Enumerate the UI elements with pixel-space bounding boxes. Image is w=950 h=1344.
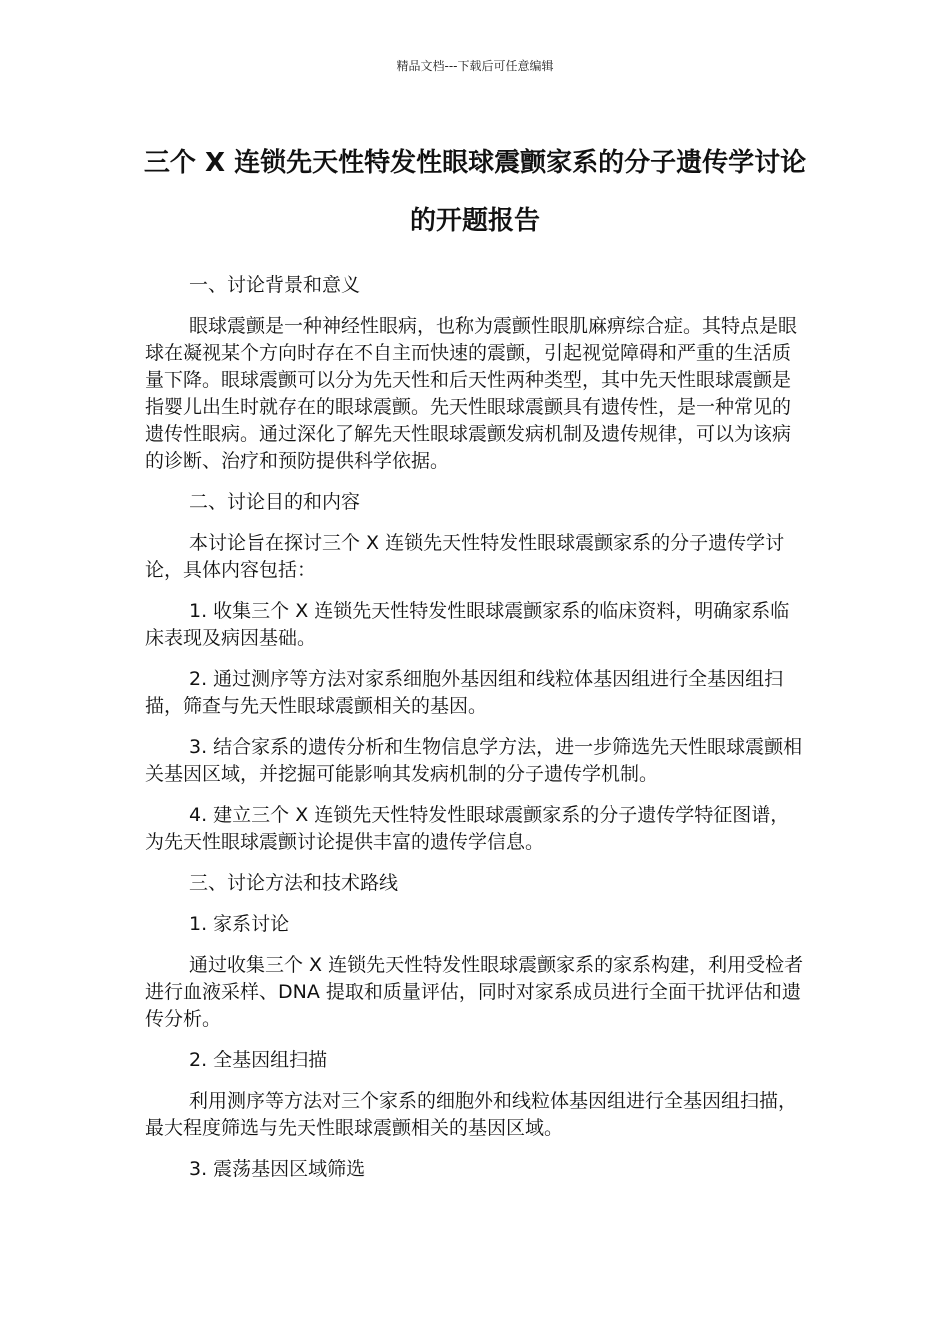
list-item-2: 2. 通过测序等方法对家系细胞外基因组和线粒体基因组进行全基因组扫描，筛查与先天性眼球震颤相关的基因。 — [145, 668, 784, 717]
section-heading-background: 一、讨论背景和意义 — [189, 274, 361, 296]
document-body — [145, 272, 807, 1197]
paragraph-background: 眼球震颤是一种神经性眼病，也称为震颤性眼肌麻痹综合症。其特点是眼球在凝视某个方向时存在不自主而快速的震颤，引起视觉障碍和严重的生活质量下降。眼球震颤可以分为先天性和后天性两种类型，其中先天性眼球震颤是指婴儿出生时就存在的眼球震颤。先天性眼球震颤具有遗传性，是一种常见的遗传性眼病。通过深化了解先天性眼球震颤发病机制及遗传规律，可以为该病的诊断、治疗和预防提供科学依据。 — [145, 315, 798, 472]
section-heading-purpose: 二、讨论目的和内容 — [189, 491, 361, 513]
subheading-region-screening: 3. 震荡基因区域筛选 — [189, 1158, 366, 1180]
list-item-4: 4. 建立三个 X 连锁先天性特发性眼球震颤家系的分子遗传学特征图谱，为先天性眼球震颤讨论提供丰富的遗传学信息。 — [145, 804, 790, 853]
document-title: 三个 X 连锁先天性特发性眼球震颤家系的分子遗传学讨论的开题报告 — [143, 148, 807, 236]
list-item-3: 3. 结合家系的遗传分析和生物信息学方法，进一步筛选先天性眼球震颤相关基因区域，并挖掘可能影响其发病机制的分子遗传学机制。 — [145, 736, 803, 785]
subheading-family-study: 1. 家系讨论 — [189, 913, 290, 935]
list-item-1: 1. 收集三个 X 连锁先天性特发性眼球震颤家系的临床资料，明确家系临床表现及病因基础。 — [145, 600, 790, 649]
paragraph-family-study: 通过收集三个 X 连锁先天性特发性眼球震颤家系的家系构建，利用受检者进行血液采样、DNA 提取和质量评估，同时对家系成员进行全面干扰评估和遗传分析。 — [145, 954, 804, 1030]
header-note: 精品文档---下载后可任意编辑 — [396, 59, 554, 73]
paragraph-purpose-intro: 本讨论旨在探讨三个 X 连锁先天性特发性眼球震颤家系的分子遗传学讨论，具体内容包括： — [145, 532, 785, 581]
paragraph-genome-scan: 利用测序等方法对三个家系的细胞外和线粒体基因组进行全基因组扫描，最大程度筛选与先天性眼球震颤相关的基因区域。 — [145, 1090, 798, 1139]
subheading-genome-scan: 2. 全基因组扫描 — [189, 1049, 328, 1071]
section-heading-methods: 三、讨论方法和技术路线 — [189, 872, 399, 894]
